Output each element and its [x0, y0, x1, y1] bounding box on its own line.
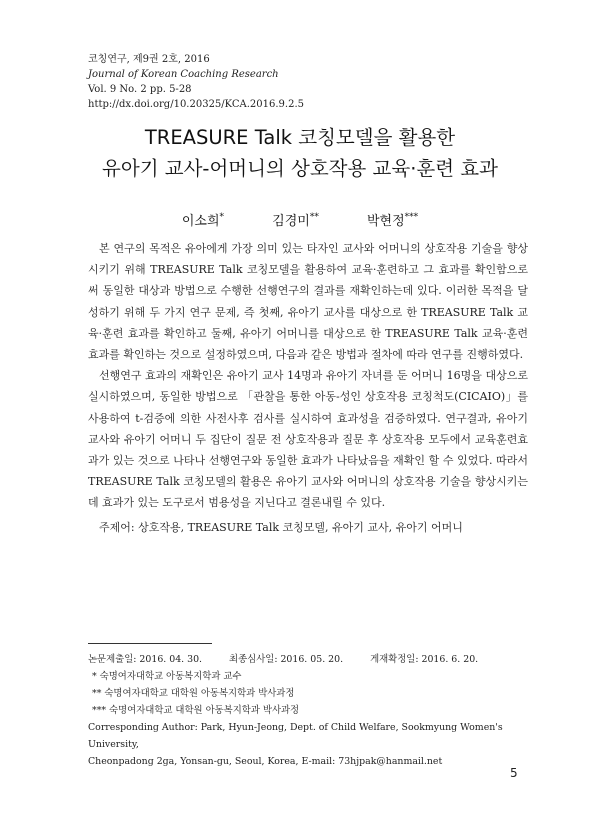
author-list — [0, 210, 600, 229]
received-date: 논문제출일: 2016. 04. 30. — [88, 654, 203, 665]
author-1-name: 이소희 — [181, 214, 220, 229]
accepted-date: 게재확정일: 2016. 6. 20. — [370, 654, 479, 665]
author-3-name: 박현정 — [366, 214, 405, 229]
author-3-mark: *** — [404, 212, 419, 223]
journal-korean: 코칭연구, 제9권 2호, 2016 — [88, 54, 210, 65]
author-1-mark: * — [219, 212, 225, 223]
author-2 — [272, 214, 319, 229]
abstract-paragraph-2: 선행연구 효과의 재확인은 유아기 교사 14명과 유아기 자녀를 둔 어머니 16명을 대상으로 실시하였으며, 동일한 방법으로 「관찰을 통한 아동-성인 상호작용 코칭척도(CICAIO)」를 사용하여 t-검증에 의한 사전사후 검사를 실시하여 효과성을 검증하였다. 연구결과, 유아기 교사와 유아기 어머니 두 집단이 질문 전 상호작용과 질문 후 상호작용 모두에서 교육훈련효과가 있는 것으로 나타나 선행연구와 동일한 효과가 나타났음을 재확인 할 수 있었다. 따라서 TREASURE Talk 코칭모델의 활용은 유아기 교사와 어머니의 상호작용 기술을 향상시키는데 효과가 있는 도구로서 범용성을 지닌다고 결론내릴 수 있다. — [88, 369, 528, 510]
footnote-divider — [88, 643, 212, 644]
submission-dates — [88, 651, 538, 668]
abstract — [88, 238, 528, 514]
author-3 — [367, 214, 418, 229]
page-number: 5 — [510, 766, 518, 780]
corresponding-author-line-2: Cheonpadong 2ga, Yonsan-gu, Seoul, Korea, E-mail: 73hjpak@hanmail.net — [88, 756, 443, 767]
footnote-1: * 숙명여자대학교 아동복지학과 교수 — [92, 671, 242, 682]
footnotes — [88, 651, 538, 770]
footnote-2: ** 숙명여자대학교 대학원 아동복지학과 박사과정 — [92, 688, 295, 699]
volume-info: Vol. 9 No. 2 pp. 5-28 — [88, 84, 192, 95]
title-line-1: TREASURE Talk 코칭모델을 활용한 — [144, 126, 456, 149]
author-1 — [182, 214, 224, 229]
abstract-paragraph-1: 본 연구의 목적은 유아에게 가장 의미 있는 타자인 교사와 어머니의 상호작용 기술을 향상시키기 위해 TREASURE Talk 코칭모델을 활용하여 교육·훈련하고 그 효과를 확인함으로써 동일한 대상과 방법으로 수행한 선행연구의 결과를 재확인하는데 있다. 이러한 목적을 달성하기 위해 두 가지 연구 문제, 즉 첫째, 유아기 교사를 대상으로 한 TREASURE Talk 교육·훈련 효과를 확인하고 둘째, 유아기 어머니를 대상으로 한 TREASURE Talk 교육·훈련 효과를 확인하는 것으로 설정하였으며, 다음과 같은 방법과 절차에 따라 연구를 진행하였다. — [88, 242, 528, 362]
title-line-2: 유아기 교사-어머니의 상호작용 교육·훈련 효과 — [102, 157, 498, 180]
journal-header — [88, 52, 304, 112]
author-2-mark: ** — [309, 212, 319, 223]
reviewed-date: 최종심사일: 2016. 05. 20. — [229, 654, 344, 665]
doi-link[interactable]: http://dx.doi.org/10.20325/KCA.2016.9.2.5 — [88, 99, 304, 110]
journal-english: Journal of Korean Coaching Research — [88, 69, 279, 80]
corresponding-author-line-1: Corresponding Author: Park, Hyun-Jeong, Dept. of Child Welfare, Sookmyung Women's University, — [88, 722, 503, 750]
keywords: 주제어: 상호작용, TREASURE Talk 코칭모델, 유아기 교사, 유아기 어머니 — [99, 521, 463, 534]
paper-title — [0, 122, 600, 184]
footnote-3: *** 숙명여자대학교 대학원 아동복지학과 박사과정 — [92, 705, 300, 716]
author-2-name: 김경미 — [272, 214, 310, 229]
